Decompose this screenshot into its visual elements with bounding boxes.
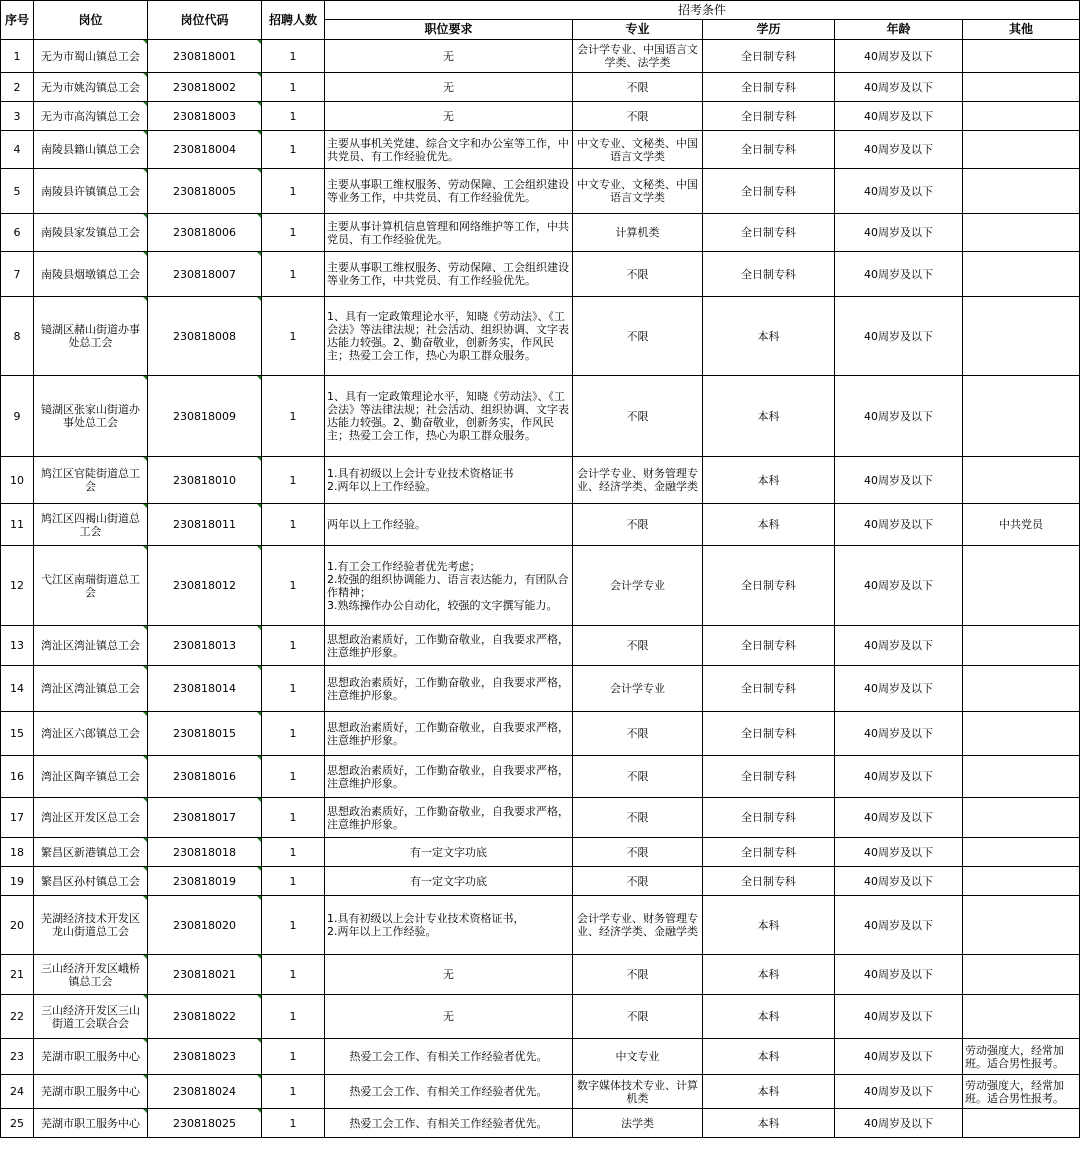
cell-requirement: 1、具有一定政策理论水平，知晓《劳动法》、《工会法》等法律法规；社会活动、组织协调、文字表达能力较强。2、勤奋敬业，创新务实，作风民主；热爱工会工作，热心为职工群众服务。 xyxy=(325,297,573,376)
cell-education: 全日制专科 xyxy=(703,626,835,666)
cell-age: 40周岁及以下 xyxy=(835,376,963,457)
cell-age: 40周岁及以下 xyxy=(835,756,963,798)
cell-education: 全日制专科 xyxy=(703,169,835,214)
table-row xyxy=(1,955,1080,995)
cell-education: 本科 xyxy=(703,376,835,457)
cell-position: 三山经济开发区三山街道工会联合会 xyxy=(34,995,148,1039)
cell-other xyxy=(963,838,1080,867)
cell-education: 全日制专科 xyxy=(703,102,835,131)
table-row xyxy=(1,666,1080,712)
cell-count: 1 xyxy=(262,546,325,626)
cell-age: 40周岁及以下 xyxy=(835,896,963,955)
cell-other xyxy=(963,896,1080,955)
cell-code: 230818017 xyxy=(148,798,262,838)
cell-age: 40周岁及以下 xyxy=(835,1039,963,1075)
cell-other xyxy=(963,102,1080,131)
cell-code: 230818020 xyxy=(148,896,262,955)
cell-requirement: 思想政治素质好，工作勤奋敬业，自我要求严格，注意维护形象。 xyxy=(325,626,573,666)
cell-requirement: 1.具有初级以上会计专业技术资格证书， 2.两年以上工作经验。 xyxy=(325,896,573,955)
cell-position: 无为市蜀山镇总工会 xyxy=(34,40,148,73)
cell-major: 会计学专业、中国语言文学类、法学类 xyxy=(573,40,703,73)
cell-major: 中文专业、文秘类、中国语言文学类 xyxy=(573,169,703,214)
cell-code: 230818008 xyxy=(148,297,262,376)
cell-education: 本科 xyxy=(703,504,835,546)
cell-code: 230818011 xyxy=(148,504,262,546)
cell-education: 全日制专科 xyxy=(703,867,835,896)
cell-other xyxy=(963,626,1080,666)
cell-education: 本科 xyxy=(703,1039,835,1075)
cell-seq: 1 xyxy=(1,40,34,73)
cell-education: 全日制专科 xyxy=(703,756,835,798)
cell-count: 1 xyxy=(262,169,325,214)
cell-age: 40周岁及以下 xyxy=(835,995,963,1039)
header-seq: 序号 xyxy=(1,1,34,40)
table-row xyxy=(1,756,1080,798)
cell-major: 不限 xyxy=(573,995,703,1039)
table-row xyxy=(1,712,1080,756)
table-row xyxy=(1,1039,1080,1075)
table-row xyxy=(1,131,1080,169)
cell-age: 40周岁及以下 xyxy=(835,102,963,131)
cell-count: 1 xyxy=(262,798,325,838)
cell-count: 1 xyxy=(262,376,325,457)
cell-requirement: 主要从事职工维权服务、劳动保障、工会组织建设等业务工作，中共党员、有工作经验优先。 xyxy=(325,169,573,214)
cell-major: 中文专业 xyxy=(573,1039,703,1075)
cell-age: 40周岁及以下 xyxy=(835,169,963,214)
cell-code: 230818002 xyxy=(148,73,262,102)
cell-age: 40周岁及以下 xyxy=(835,297,963,376)
cell-count: 1 xyxy=(262,626,325,666)
cell-requirement: 热爱工会工作、有相关工作经验者优先。 xyxy=(325,1109,573,1138)
cell-seq: 11 xyxy=(1,504,34,546)
cell-position: 湾沚区湾沚镇总工会 xyxy=(34,666,148,712)
cell-major: 不限 xyxy=(573,712,703,756)
cell-major: 会计学专业、财务管理专业、经济学类、金融学类 xyxy=(573,896,703,955)
table-row xyxy=(1,457,1080,504)
header-other: 其他 xyxy=(963,20,1080,40)
cell-requirement: 有一定文字功底 xyxy=(325,867,573,896)
cell-major: 计算机类 xyxy=(573,214,703,252)
cell-position: 弋江区南瑞街道总工会 xyxy=(34,546,148,626)
cell-seq: 3 xyxy=(1,102,34,131)
cell-position: 无为市高沟镇总工会 xyxy=(34,102,148,131)
cell-code: 230818003 xyxy=(148,102,262,131)
cell-age: 40周岁及以下 xyxy=(835,252,963,297)
cell-position: 三山经济开发区峨桥镇总工会 xyxy=(34,955,148,995)
cell-age: 40周岁及以下 xyxy=(835,214,963,252)
cell-code: 230818010 xyxy=(148,457,262,504)
table-row xyxy=(1,1075,1080,1109)
cell-requirement: 1.具有初级以上会计专业技术资格证书 2.两年以上工作经验。 xyxy=(325,457,573,504)
cell-seq: 23 xyxy=(1,1039,34,1075)
cell-position: 芜湖市职工服务中心 xyxy=(34,1075,148,1109)
cell-major: 不限 xyxy=(573,252,703,297)
cell-position: 湾沚区湾沚镇总工会 xyxy=(34,626,148,666)
cell-education: 全日制专科 xyxy=(703,252,835,297)
cell-age: 40周岁及以下 xyxy=(835,798,963,838)
cell-education: 本科 xyxy=(703,1075,835,1109)
cell-count: 1 xyxy=(262,995,325,1039)
cell-major: 不限 xyxy=(573,376,703,457)
cell-major: 会计学专业 xyxy=(573,546,703,626)
cell-other xyxy=(963,40,1080,73)
cell-age: 40周岁及以下 xyxy=(835,1109,963,1138)
cell-code: 230818018 xyxy=(148,838,262,867)
cell-other xyxy=(963,756,1080,798)
cell-education: 本科 xyxy=(703,457,835,504)
cell-other xyxy=(963,131,1080,169)
cell-education: 本科 xyxy=(703,1109,835,1138)
cell-other: 劳动强度大，经常加班。适合男性报考。 xyxy=(963,1039,1080,1075)
cell-code: 230818006 xyxy=(148,214,262,252)
cell-requirement: 思想政治素质好，工作勤奋敬业，自我要求严格，注意维护形象。 xyxy=(325,666,573,712)
table-row xyxy=(1,214,1080,252)
cell-seq: 5 xyxy=(1,169,34,214)
cell-seq: 14 xyxy=(1,666,34,712)
cell-education: 全日制专科 xyxy=(703,666,835,712)
cell-age: 40周岁及以下 xyxy=(835,457,963,504)
cell-seq: 22 xyxy=(1,995,34,1039)
cell-count: 1 xyxy=(262,896,325,955)
cell-other xyxy=(963,214,1080,252)
cell-requirement: 1、具有一定政策理论水平，知晓《劳动法》、《工会法》等法律法规；社会活动、组织协调、文字表达能力较强。2、勤奋敬业，创新务实，作风民主；热爱工会工作，热心为职工群众服务。 xyxy=(325,376,573,457)
cell-count: 1 xyxy=(262,1109,325,1138)
cell-education: 本科 xyxy=(703,297,835,376)
cell-other xyxy=(963,169,1080,214)
table-row xyxy=(1,867,1080,896)
cell-other xyxy=(963,457,1080,504)
cell-major: 不限 xyxy=(573,626,703,666)
cell-age: 40周岁及以下 xyxy=(835,546,963,626)
cell-requirement: 有一定文字功底 xyxy=(325,838,573,867)
cell-position: 镜湖区张家山街道办事处总工会 xyxy=(34,376,148,457)
cell-other xyxy=(963,73,1080,102)
table-row xyxy=(1,995,1080,1039)
cell-count: 1 xyxy=(262,73,325,102)
cell-seq: 20 xyxy=(1,896,34,955)
cell-requirement: 思想政治素质好，工作勤奋敬业，自我要求严格，注意维护形象。 xyxy=(325,756,573,798)
cell-seq: 19 xyxy=(1,867,34,896)
cell-position: 鸠江区官陡街道总工会 xyxy=(34,457,148,504)
cell-education: 全日制专科 xyxy=(703,73,835,102)
cell-seq: 7 xyxy=(1,252,34,297)
cell-position: 南陵县家发镇总工会 xyxy=(34,214,148,252)
header-education: 学历 xyxy=(703,20,835,40)
cell-seq: 24 xyxy=(1,1075,34,1109)
table-row xyxy=(1,626,1080,666)
cell-code: 230818001 xyxy=(148,40,262,73)
cell-seq: 21 xyxy=(1,955,34,995)
cell-education: 全日制专科 xyxy=(703,131,835,169)
cell-requirement: 无 xyxy=(325,73,573,102)
cell-other xyxy=(963,995,1080,1039)
cell-position: 南陵县籍山镇总工会 xyxy=(34,131,148,169)
header-major: 专业 xyxy=(573,20,703,40)
cell-major: 不限 xyxy=(573,838,703,867)
header-code: 岗位代码 xyxy=(148,1,262,40)
cell-requirement: 主要从事职工维权服务、劳动保障、工会组织建设等业务工作，中共党员、有工作经验优先。 xyxy=(325,252,573,297)
cell-count: 1 xyxy=(262,955,325,995)
cell-education: 全日制专科 xyxy=(703,214,835,252)
cell-major: 不限 xyxy=(573,504,703,546)
cell-seq: 9 xyxy=(1,376,34,457)
cell-age: 40周岁及以下 xyxy=(835,73,963,102)
cell-count: 1 xyxy=(262,666,325,712)
cell-age: 40周岁及以下 xyxy=(835,504,963,546)
cell-code: 230818005 xyxy=(148,169,262,214)
table-row xyxy=(1,798,1080,838)
cell-education: 本科 xyxy=(703,955,835,995)
cell-other: 劳动强度大，经常加班。适合男性报考。 xyxy=(963,1075,1080,1109)
cell-seq: 6 xyxy=(1,214,34,252)
cell-major: 会计学专业、财务管理专业、经济学类、金融学类 xyxy=(573,457,703,504)
cell-code: 230818021 xyxy=(148,955,262,995)
cell-other xyxy=(963,252,1080,297)
cell-other xyxy=(963,867,1080,896)
cell-code: 230818024 xyxy=(148,1075,262,1109)
cell-seq: 13 xyxy=(1,626,34,666)
cell-education: 全日制专科 xyxy=(703,712,835,756)
cell-count: 1 xyxy=(262,131,325,169)
cell-education: 全日制专科 xyxy=(703,546,835,626)
cell-count: 1 xyxy=(262,457,325,504)
table-row xyxy=(1,546,1080,626)
cell-count: 1 xyxy=(262,712,325,756)
table-row xyxy=(1,252,1080,297)
cell-position: 湾沚区陶辛镇总工会 xyxy=(34,756,148,798)
cell-education: 全日制专科 xyxy=(703,838,835,867)
cell-code: 230818007 xyxy=(148,252,262,297)
header-group: 招考条件 xyxy=(325,1,1080,20)
cell-requirement: 两年以上工作经验。 xyxy=(325,504,573,546)
cell-requirement: 热爱工会工作、有相关工作经验者优先。 xyxy=(325,1075,573,1109)
cell-requirement: 思想政治素质好，工作勤奋敬业，自我要求严格，注意维护形象。 xyxy=(325,712,573,756)
cell-other xyxy=(963,955,1080,995)
cell-major: 数字媒体技术专业、计算机类 xyxy=(573,1075,703,1109)
cell-requirement: 1.有工会工作经验者优先考虑； 2.较强的组织协调能力、语言表达能力，有团队合作精神； 3.熟练操作办公自动化，较强的文字撰写能力。 xyxy=(325,546,573,626)
cell-count: 1 xyxy=(262,102,325,131)
cell-code: 230818009 xyxy=(148,376,262,457)
cell-seq: 8 xyxy=(1,297,34,376)
cell-other: 中共党员 xyxy=(963,504,1080,546)
cell-count: 1 xyxy=(262,504,325,546)
cell-code: 230818016 xyxy=(148,756,262,798)
cell-other xyxy=(963,798,1080,838)
cell-position: 鸠江区四褐山街道总工会 xyxy=(34,504,148,546)
cell-requirement: 无 xyxy=(325,955,573,995)
cell-code: 230818023 xyxy=(148,1039,262,1075)
cell-count: 1 xyxy=(262,214,325,252)
cell-requirement: 无 xyxy=(325,102,573,131)
table-row xyxy=(1,73,1080,102)
cell-education: 全日制专科 xyxy=(703,798,835,838)
cell-requirement: 主要从事计算机信息管理和网络维护等工作，中共党员、有工作经验优先。 xyxy=(325,214,573,252)
cell-major: 不限 xyxy=(573,756,703,798)
cell-code: 230818025 xyxy=(148,1109,262,1138)
table-row xyxy=(1,376,1080,457)
cell-code: 230818013 xyxy=(148,626,262,666)
cell-major: 会计学专业 xyxy=(573,666,703,712)
cell-requirement: 无 xyxy=(325,40,573,73)
cell-count: 1 xyxy=(262,756,325,798)
cell-code: 230818012 xyxy=(148,546,262,626)
cell-major: 不限 xyxy=(573,297,703,376)
cell-count: 1 xyxy=(262,252,325,297)
cell-code: 230818004 xyxy=(148,131,262,169)
table-row xyxy=(1,169,1080,214)
cell-seq: 17 xyxy=(1,798,34,838)
table-row xyxy=(1,297,1080,376)
header-requirement: 职位要求 xyxy=(325,20,573,40)
cell-position: 湾沚区六郎镇总工会 xyxy=(34,712,148,756)
cell-other xyxy=(963,297,1080,376)
cell-age: 40周岁及以下 xyxy=(835,1075,963,1109)
cell-other xyxy=(963,712,1080,756)
cell-major: 中文专业、文秘类、中国语言文学类 xyxy=(573,131,703,169)
cell-age: 40周岁及以下 xyxy=(835,131,963,169)
cell-age: 40周岁及以下 xyxy=(835,666,963,712)
cell-code: 230818022 xyxy=(148,995,262,1039)
cell-seq: 4 xyxy=(1,131,34,169)
cell-position: 无为市姚沟镇总工会 xyxy=(34,73,148,102)
cell-seq: 12 xyxy=(1,546,34,626)
cell-requirement: 思想政治素质好，工作勤奋敬业，自我要求严格，注意维护形象。 xyxy=(325,798,573,838)
header-age: 年龄 xyxy=(835,20,963,40)
cell-other xyxy=(963,666,1080,712)
cell-seq: 25 xyxy=(1,1109,34,1138)
cell-position: 芜湖市职工服务中心 xyxy=(34,1109,148,1138)
table-body xyxy=(1,40,1080,1138)
table-row xyxy=(1,896,1080,955)
cell-position: 芜湖市职工服务中心 xyxy=(34,1039,148,1075)
cell-major: 不限 xyxy=(573,955,703,995)
cell-age: 40周岁及以下 xyxy=(835,955,963,995)
table-row xyxy=(1,40,1080,73)
cell-age: 40周岁及以下 xyxy=(835,626,963,666)
cell-education: 全日制专科 xyxy=(703,40,835,73)
cell-major: 法学类 xyxy=(573,1109,703,1138)
table-row xyxy=(1,1109,1080,1138)
cell-position: 南陵县许镇镇总工会 xyxy=(34,169,148,214)
cell-code: 230818015 xyxy=(148,712,262,756)
cell-count: 1 xyxy=(262,838,325,867)
cell-seq: 2 xyxy=(1,73,34,102)
table-row xyxy=(1,838,1080,867)
cell-code: 230818014 xyxy=(148,666,262,712)
cell-count: 1 xyxy=(262,867,325,896)
cell-position: 芜湖经济技术开发区龙山街道总工会 xyxy=(34,896,148,955)
cell-major: 不限 xyxy=(573,867,703,896)
cell-education: 本科 xyxy=(703,995,835,1039)
cell-position: 镜湖区赭山街道办事处总工会 xyxy=(34,297,148,376)
cell-position: 湾沚区开发区总工会 xyxy=(34,798,148,838)
cell-age: 40周岁及以下 xyxy=(835,712,963,756)
cell-major: 不限 xyxy=(573,102,703,131)
header-count: 招聘人数 xyxy=(262,1,325,40)
cell-position: 南陵县烟墩镇总工会 xyxy=(34,252,148,297)
cell-other xyxy=(963,546,1080,626)
cell-education: 本科 xyxy=(703,896,835,955)
cell-age: 40周岁及以下 xyxy=(835,867,963,896)
cell-seq: 15 xyxy=(1,712,34,756)
table-row xyxy=(1,102,1080,131)
table-row xyxy=(1,504,1080,546)
cell-position: 繁昌区新港镇总工会 xyxy=(34,838,148,867)
cell-major: 不限 xyxy=(573,798,703,838)
cell-other xyxy=(963,1109,1080,1138)
cell-seq: 16 xyxy=(1,756,34,798)
cell-other xyxy=(963,376,1080,457)
cell-age: 40周岁及以下 xyxy=(835,40,963,73)
cell-count: 1 xyxy=(262,297,325,376)
cell-count: 1 xyxy=(262,1075,325,1109)
cell-position: 繁昌区孙村镇总工会 xyxy=(34,867,148,896)
cell-requirement: 无 xyxy=(325,995,573,1039)
cell-seq: 10 xyxy=(1,457,34,504)
cell-major: 不限 xyxy=(573,73,703,102)
cell-seq: 18 xyxy=(1,838,34,867)
cell-count: 1 xyxy=(262,1039,325,1075)
cell-requirement: 主要从事机关党建、综合文字和办公室等工作，中共党员、有工作经验优先。 xyxy=(325,131,573,169)
cell-requirement: 热爱工会工作、有相关工作经验者优先。 xyxy=(325,1039,573,1075)
cell-age: 40周岁及以下 xyxy=(835,838,963,867)
header-position: 岗位 xyxy=(34,1,148,40)
cell-count: 1 xyxy=(262,40,325,73)
cell-code: 230818019 xyxy=(148,867,262,896)
